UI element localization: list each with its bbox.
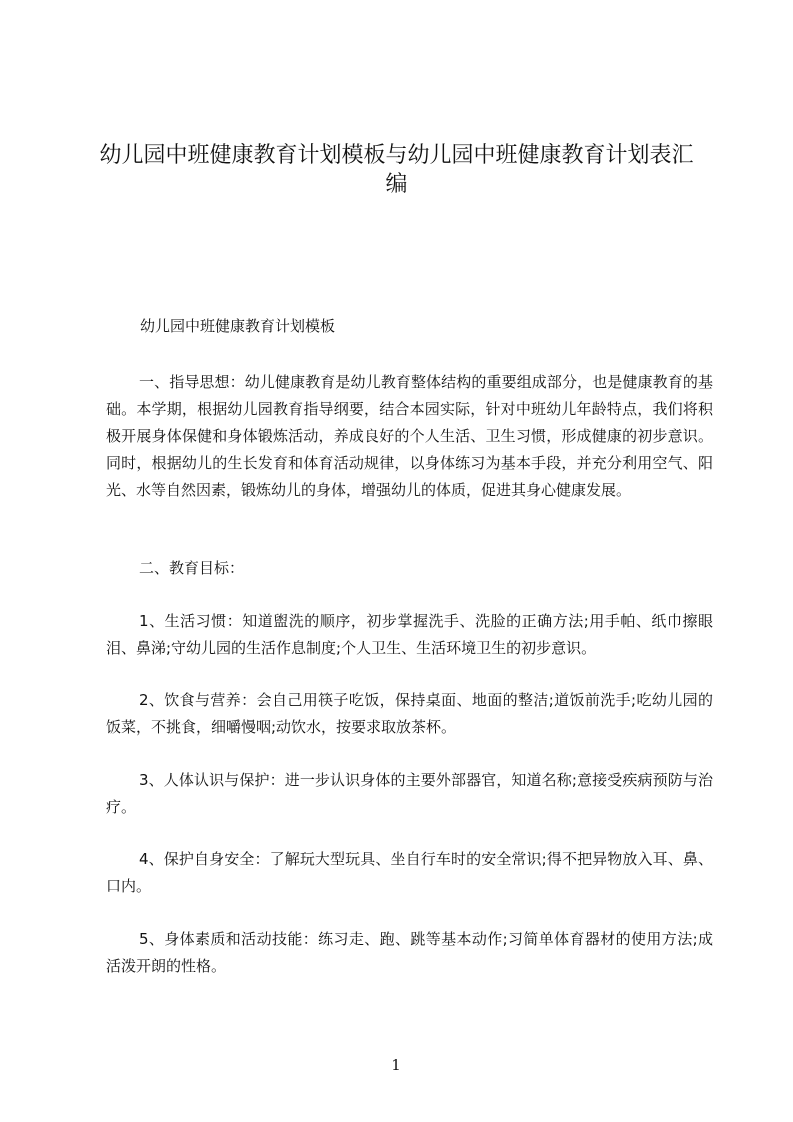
paragraph-goal-diet-nutrition: 2、饮食与营养：会自己用筷子吃饭，保持桌面、地面的整洁;道饭前洗手;吃幼儿园的饭菜，不挑食，细嚼慢咽;动饮水，按要求取放茶杯。: [106, 691, 713, 736]
paragraph-goal-physical-skills: 5、身体素质和活动技能：练习走、跑、跳等基本动作;习简单体育器材的使用方法;成活泼开朗的性格。: [106, 930, 713, 975]
paragraph-goal-body-awareness: 3、人体认识与保护：进一步认识身体的主要外部器官，知道名称;意接受疾病预防与治疗。: [106, 771, 713, 816]
page-number: 1: [391, 1056, 401, 1074]
paragraph-education-goals-heading: 二、教育目标：: [139, 559, 245, 577]
paragraph-goal-living-habits: 1、生活习惯：知道盥洗的顺序，初步掌握洗手、洗脸的正确方法;用手帕、纸巾擦眼泪、鼻涕;守幼儿园的生活作息制度;个人卫生、生活环境卫生的初步意识。: [106, 612, 713, 657]
document-title: 幼儿园中班健康教育计划模板与幼儿园中班健康教育计划表汇编: [99, 143, 694, 197]
paragraph-guiding-thought: 一、指导思想：幼儿健康教育是幼儿教育整体结构的重要组成部分，也是健康教育的基础。本学期，根据幼儿园教育指导纲要，结合本园实际，针对中班幼儿年龄特点，我们将积极开展身体保健和身体锻炼活动，养成良好的个人生活、卫生习惯，形成健康的初步意识。同时，根据幼儿的生长发育和体育活动规律，以身体练习为基本手段，并充分利用空气、阳光、水等自然因素，锻炼幼儿的身体，增强幼儿的体质，促进其身心健康发展。: [106, 373, 713, 499]
section-title: 幼儿园中班健康教育计划模板: [140, 317, 336, 335]
paragraph-goal-self-safety: 4、保护自身安全：了解玩大型玩具、坐自行车时的安全常识;得不把异物放入耳、鼻、口内。: [106, 850, 713, 895]
